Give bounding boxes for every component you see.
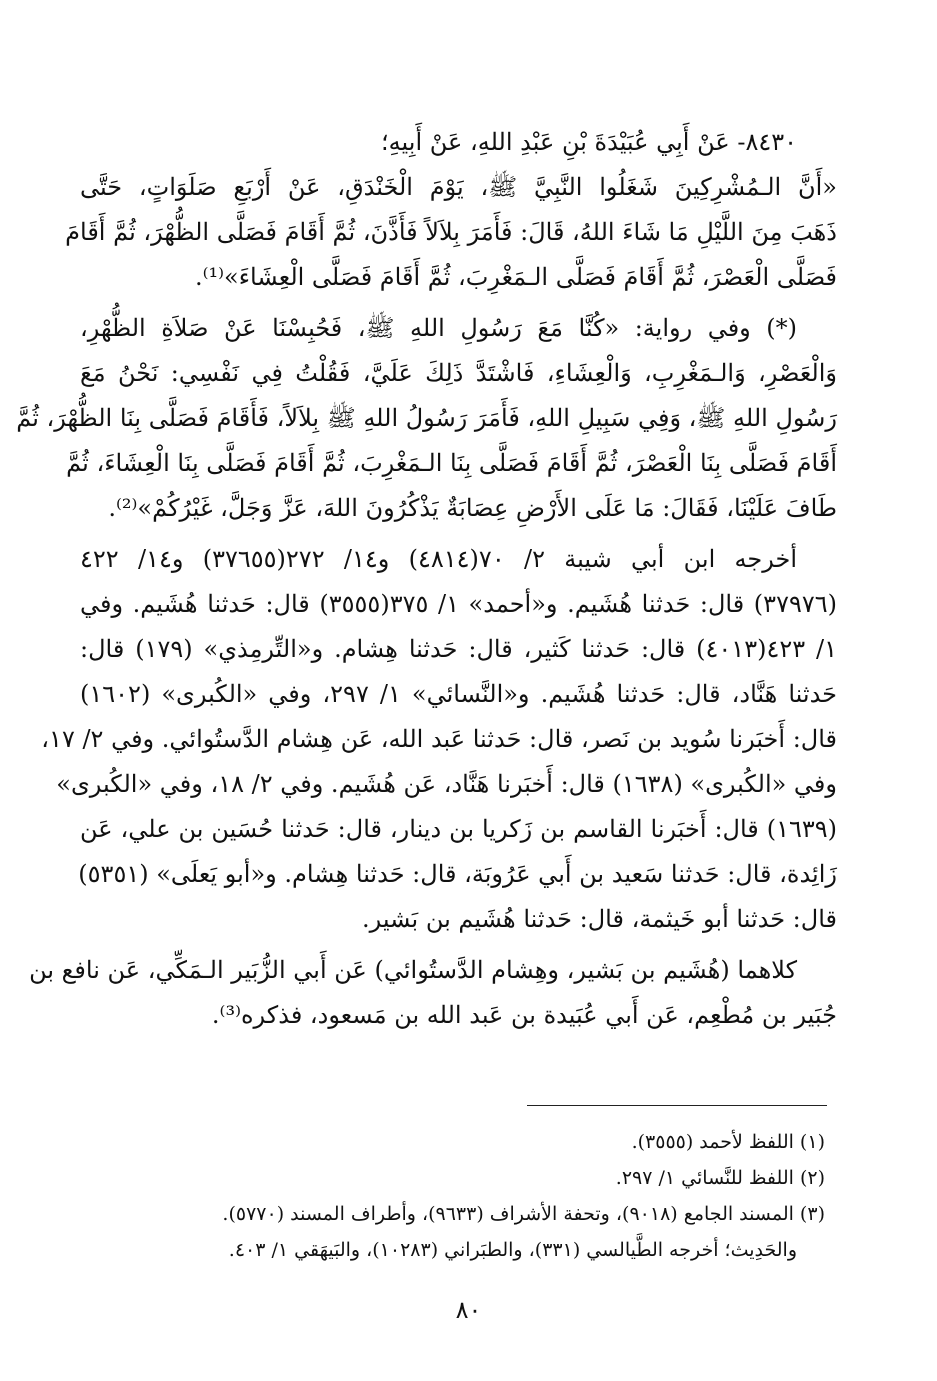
footnote-separator [527, 1105, 827, 1106]
takhrij-text-line: ١/ ٤٢٣(٤٠١٣) قال: حَدثنا كَثير، قال: حَدثنا هِشام. و«التِّرمِذي» (١٧٩) قال: [80, 635, 837, 663]
takhrij-text-line: (٣٧٩٧٦) قال: حَدثنا هُشَيم. و«أحمد» ١/ ٣٧٥(٣٥٥٥) قال: حَدثنا هُشَيم. وفي [80, 590, 837, 618]
takhrij-text-line: قال: أَخبَرنا سُويد بن نَصر، قال: حَدثنا عَبد الله، عَن هِشام الدَّستُوائي. وفي ٢/ ١٧، [41, 725, 837, 753]
takhrij-text-line: حَدثنا هَنَّاد، قال: حَدثنا هُشَيم. و«النَّسائي» ١/ ٢٩٧، وفي «الكُبرى» (١٦٠٢) [80, 680, 838, 708]
takhrij-text-line: قال: حَدثنا أبو خَيثمة، قال: حَدثنا هُشَيم بن بَشير. [362, 905, 837, 933]
takhrij-text-line: أخرجه ابن أبي شيبة ٢/ ٧٠(٤٨١٤) و١٤/ ٢٧٢(٣٧٦٥٥) و١٤/ ٤٢٢ [80, 545, 797, 573]
takhrij-text-line: (١٦٣٩) قال: أَخبَرنا القاسم بن زَكريا بن دينار، قال: حَدثنا حُسَين بن علي، عَن [80, 815, 837, 843]
riwaya-text-line: رَسُولِ اللهِ ﷺ، وَفِي سَبِيلِ اللهِ، فَأَمَرَ رَسُولُ اللهِ ﷺ بِلاَلاً، فَأَقَامَ فَصَلَّى بِنَا الظُّهْرَ، ثُمَّ [16, 404, 837, 432]
hadith-header: ٨٤٣٠- عَنْ أَبِي عُبَيْدَةَ بْنِ عَبْدِ اللهِ، عَنْ أَبِيهِ؛ [381, 128, 797, 156]
page-number: ٨٠ [455, 1296, 482, 1324]
takhrij-text-line: وفي «الكُبرى» (١٦٣٨) قال: أَخبَرنا هَنَّاد، عَن هُشَيم. وفي ٢/ ١٨، وفي «الكُبرى» [56, 770, 837, 798]
closing-text-line: كلاهما (هُشَيم بن بَشير، وهِشام الدَّستُوائي) عَن أَبي الزُّبَير الـمَكِّي، عَن نافع بن [29, 956, 797, 984]
riwaya-text-line: أَقَامَ فَصَلَّى بِنَا الْعَصْرَ، ثُمَّ أَقَامَ فَصَلَّى بِنَا الـمَغْرِبَ، ثُمَّ أَقَامَ فَصَلَّى بِنَا الْعِشَاءَ، ثُمَّ [66, 449, 837, 477]
hadith-text-line: ذَهَبَ مِنَ اللَّيْلِ مَا شَاءَ اللهُ، قَالَ: فَأَمَرَ بِلاَلاً فَأَذَّنَ، ثُمَّ أَقَامَ فَصَلَّى الظُّهْرَ، ثُمَّ أَقَامَ [65, 218, 837, 246]
riwaya-text-line: وَالْعَصْرِ، وَالـمَغْرِبِ، وَالْعِشَاءِ، فَاشْتَدَّ ذَلِكَ عَلَيَّ، فَقُلْتُ فِي نَفْسِي: نَحْنُ مَعَ [80, 359, 837, 387]
closing-text-line: جُبَير بن مُطْعِم، عَن أَبي عُبَيدة بن عَبد الله بن مَسعود، فذكره⁽³⁾. [211, 1001, 837, 1029]
footnotes-block [80, 1124, 825, 1268]
hadith-text-line: «أَنَّ الـمُشْرِكِينَ شَغَلُوا النَّبِيَّ ﷺ، يَوْمَ الْخَنْدَقِ، عَنْ أَرْبَعِ صَلَوَاتٍ، حَتَّى [80, 173, 837, 201]
main-text-block [16, 120, 838, 1038]
takhrij-text-line: زَائِدة، قال: حَدثنا سَعيد بن أَبي عَرُوبَة، قال: حَدثنا هِشام. و«أبو يَعلَى» (٥٣٥١) [78, 860, 837, 888]
footnote-1: (١) اللفظ لأحمد (٣٥٥٥). [631, 1131, 825, 1153]
riwaya-text-line: (*) وفي رواية: «كُنَّا مَعَ رَسُولِ اللهِ ﷺ، فَحُبِسْنَا عَنْ صَلاَةِ الظُّهْرِ، [80, 314, 797, 342]
hadith-text-line: فَصَلَّى الْعَصْرَ، ثُمَّ أَقَامَ فَصَلَّى الـمَغْرِبَ، ثُمَّ أَقَامَ فَصَلَّى الْعِشَاءَ»⁽¹⁾. [195, 263, 837, 291]
riwaya-text-line: طَافَ عَلَيْنَا، فَقَالَ: مَا عَلَى الأَرْضِ عِصَابَةٌ يَذْكُرُونَ اللهَ، عَزَّ وَجَلَّ، غَيْرُكُمْ»⁽²⁾. [108, 494, 837, 522]
footnote-2: (٢) اللفظ للنَّسائي ١/ ٢٩٧. [615, 1167, 825, 1189]
footnote-3-continuation: والحَدِيث؛ أخرجه الطَّيالسي (٣٣١)، والطبَراني (١٠٢٨٣)، والبَيهَقي ١/ ٤٠٣. [228, 1239, 797, 1261]
footnote-3: (٣) المسند الجامع (٩٠١٨)، وتحفة الأشراف (٩٦٣٣)، وأطراف المسند (٥٧٧٠). [222, 1203, 825, 1225]
